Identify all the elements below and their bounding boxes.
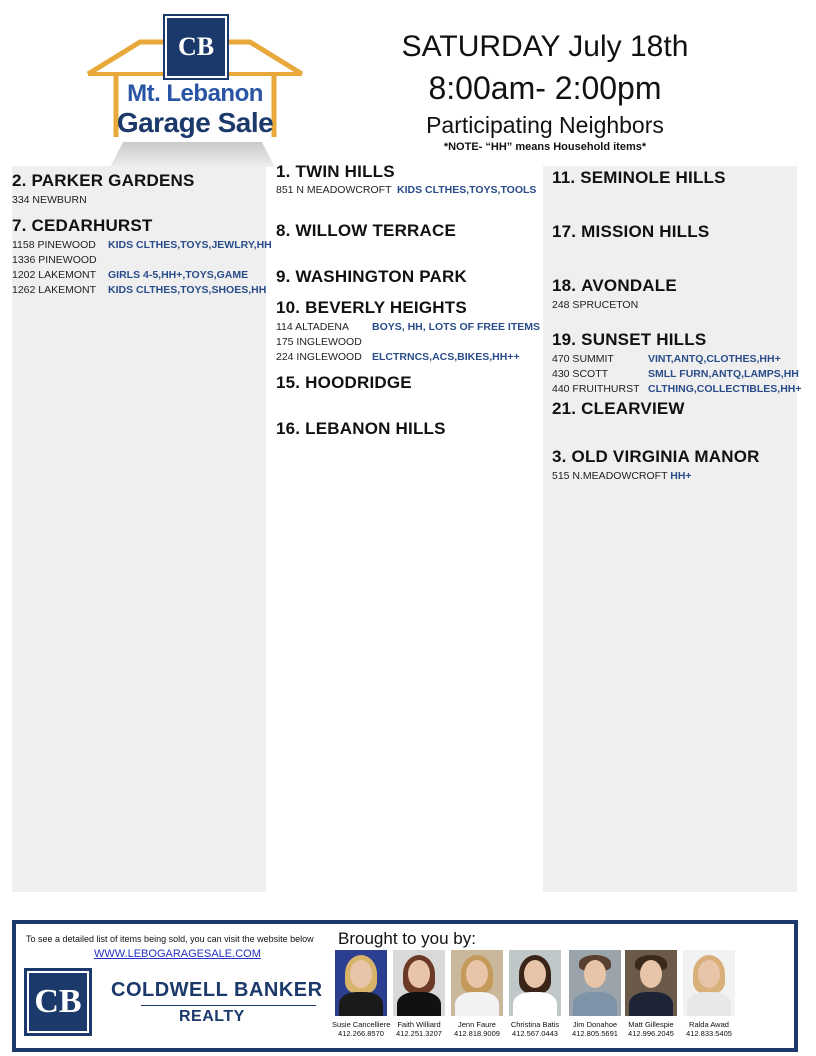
agent-card bbox=[332, 950, 390, 1038]
items-text: SMLL FURN,ANTQ,LAMPS,HH bbox=[648, 368, 799, 380]
agent-card bbox=[566, 950, 624, 1038]
agent-phone: 412.805.5691 bbox=[572, 1029, 618, 1038]
agent-name: Christina Batis bbox=[510, 1020, 560, 1029]
neighborhood-title: 1. TWIN HILLS bbox=[276, 162, 395, 181]
agent-name: Matt Gillespie bbox=[628, 1020, 674, 1029]
neighborhood-title: 18. AVONDALE bbox=[552, 276, 677, 295]
agent-phone: 412.833.5405 bbox=[686, 1029, 732, 1038]
agent-photo bbox=[625, 950, 677, 1016]
neighborhood-title: 3. OLD VIRGINIA MANOR bbox=[552, 447, 760, 466]
right-column-panel bbox=[543, 166, 797, 892]
agent-phone: 412.996.2045 bbox=[628, 1029, 674, 1038]
list-item: 1336 PINEWOOD bbox=[12, 254, 97, 266]
list-item: 114 ALTADENA bbox=[276, 321, 349, 333]
list-item: 1202 LAKEMONT bbox=[12, 269, 97, 281]
agent-photo bbox=[393, 950, 445, 1016]
page-subtitle: Participating Neighbors bbox=[426, 112, 664, 138]
list-item: 470 SUMMIT bbox=[552, 353, 614, 365]
items-text: KIDS CLTHES,TOYS,SHOES,HH bbox=[108, 284, 267, 296]
hh-note: *NOTE- “HH” means Household items* bbox=[443, 141, 647, 153]
items-text: ELCTRNCS,ACS,BIKES,HH++ bbox=[372, 351, 520, 363]
event-date: SATURDAY July 18th bbox=[401, 30, 689, 63]
agent-card bbox=[622, 950, 680, 1038]
sponsor-footer bbox=[12, 920, 798, 1052]
cb-badge-icon: CB bbox=[165, 16, 227, 78]
list-item: 430 SCOTT bbox=[552, 368, 609, 380]
agent-card bbox=[680, 950, 738, 1038]
logo-line-2: Garage Sale bbox=[116, 107, 274, 138]
neighborhood-title: 2. PARKER GARDENS bbox=[12, 171, 195, 190]
agent-name: Jim Donahoe bbox=[572, 1020, 618, 1029]
agent-phone: 412.567.0443 bbox=[512, 1029, 558, 1038]
agent-card bbox=[506, 950, 564, 1038]
neighborhood-title: 8. WILLOW TERRACE bbox=[276, 221, 457, 240]
agent-photo bbox=[509, 950, 561, 1016]
brand-divider bbox=[141, 1005, 316, 1006]
neighborhood-title: 10. BEVERLY HEIGHTS bbox=[276, 298, 467, 317]
list-item: 1158 PINEWOOD bbox=[12, 239, 96, 251]
neighborhood-title: 17. MISSION HILLS bbox=[552, 222, 710, 241]
list-item: 515 N.MEADOWCROFT HH+ bbox=[552, 470, 692, 482]
brand-name: COLDWELL BANKER bbox=[111, 979, 323, 1001]
garage-sale-logo bbox=[80, 12, 310, 162]
brand-subname: REALTY bbox=[179, 1008, 245, 1025]
agent-card bbox=[390, 950, 448, 1038]
items-text: BOYS, HH, LOTS OF FREE ITEMS bbox=[372, 321, 541, 333]
logo-line-1: Mt. Lebanon bbox=[127, 80, 263, 107]
agent-photo bbox=[335, 950, 387, 1016]
agent-photo bbox=[569, 950, 621, 1016]
agent-phone: 412.266.8570 bbox=[338, 1029, 384, 1038]
items-text: VINT,ANTQ,CLOTHES,HH+ bbox=[648, 353, 781, 365]
agent-card bbox=[448, 950, 506, 1038]
neighborhood-title: 21. CLEARVIEW bbox=[552, 399, 685, 418]
neighborhood-title: 11. SEMINOLE HILLS bbox=[552, 168, 726, 187]
agent-phone: 412.818.9009 bbox=[454, 1029, 500, 1038]
items-text: HH+ bbox=[670, 470, 692, 482]
list-item: 175 INGLEWOOD bbox=[276, 336, 362, 348]
neighborhood-title: 16. LEBANON HILLS bbox=[276, 419, 446, 438]
neighborhood-title: 9. WASHINGTON PARK bbox=[276, 267, 467, 286]
list-item: 248 SPRUCETON bbox=[552, 299, 639, 311]
agent-photo bbox=[683, 950, 735, 1016]
items-text: KIDS CLTHES,TOYS,TOOLS bbox=[397, 184, 537, 196]
coldwell-banker-logo-icon: CB bbox=[24, 968, 92, 1036]
website-info-text: To see a detailed list of items being sold, you can visit the website below bbox=[26, 934, 314, 944]
agent-photo bbox=[451, 950, 503, 1016]
agent-name: Jenn Faure bbox=[458, 1020, 496, 1029]
agent-name: Ralda Awad bbox=[689, 1020, 729, 1029]
event-time: 8:00am- 2:00pm bbox=[428, 70, 662, 106]
neighborhood-title: 19. SUNSET HILLS bbox=[552, 330, 707, 349]
agent-name: Faith Williard bbox=[397, 1020, 441, 1029]
items-text: GIRLS 4-5,HH+,TOYS,GAME bbox=[108, 269, 249, 281]
website-link[interactable]: WWW.LEBOGARAGESALE.COM bbox=[94, 948, 261, 960]
items-text: CLTHING,COLLECTIBLES,HH+ bbox=[648, 383, 802, 395]
list-item: 851 N MEADOWCROFT bbox=[276, 184, 392, 196]
brought-by-heading: Brought to you by: bbox=[338, 929, 476, 948]
list-item: 334 NEWBURN bbox=[12, 194, 87, 206]
list-item: 1262 LAKEMONT bbox=[12, 284, 97, 296]
neighborhood-title: 15. HOODRIDGE bbox=[276, 373, 412, 392]
items-text: KIDS CLTHES,TOYS,JEWLRY,HH bbox=[108, 239, 272, 251]
logo-base bbox=[110, 142, 275, 167]
neighborhood-title: 7. CEDARHURST bbox=[12, 216, 153, 235]
agent-phone: 412.251.3207 bbox=[396, 1029, 442, 1038]
list-item: 224 INGLEWOOD bbox=[276, 351, 362, 363]
list-item: 440 FRUITHURST bbox=[552, 383, 640, 395]
agent-name: Susie Cancelliere bbox=[332, 1020, 391, 1029]
